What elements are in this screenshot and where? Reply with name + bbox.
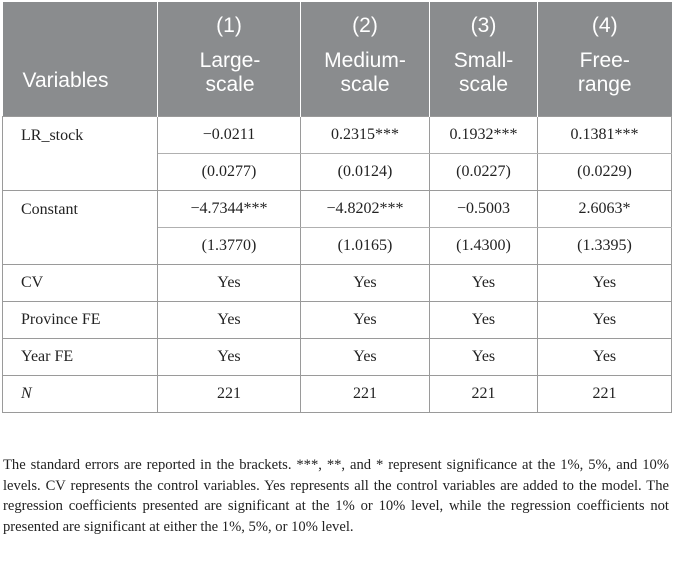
regression-table: [2, 2, 672, 413]
table-cell: Yes: [538, 264, 672, 301]
column-header-2: [301, 2, 430, 116]
column-label: Large-scale: [199, 49, 261, 96]
table-cell: Yes: [430, 301, 538, 338]
table-cell: (1.3770): [158, 227, 301, 264]
column-header-4: [538, 2, 672, 116]
table-cell: (0.0227): [430, 153, 538, 190]
row-label: LR_stock: [3, 116, 158, 190]
column-header-1: [158, 2, 301, 116]
column-number: (4): [591, 14, 618, 37]
table-cell: (0.0229): [538, 153, 672, 190]
table-cell: Yes: [158, 264, 301, 301]
table-row-n: [3, 375, 672, 412]
table-cell: (0.0277): [158, 153, 301, 190]
regression-table-container: [2, 2, 671, 413]
table-cell: Yes: [430, 338, 538, 375]
table-cell: Yes: [301, 264, 430, 301]
row-label: Year FE: [3, 338, 158, 375]
table-cell: 221: [538, 375, 672, 412]
variables-header: Variables: [3, 2, 158, 116]
table-cell: Yes: [538, 301, 672, 338]
table-cell: (0.0124): [301, 153, 430, 190]
column-label: Medium-scale: [324, 49, 406, 96]
table-cell: Yes: [301, 338, 430, 375]
row-label: Constant: [3, 190, 158, 264]
table-cell: Yes: [158, 338, 301, 375]
column-number: (3): [470, 14, 497, 37]
column-label: Small-scale: [453, 49, 514, 96]
table-row-constant-coef: [3, 190, 672, 227]
table-row-year-fe: [3, 338, 672, 375]
table-cell: 221: [301, 375, 430, 412]
table-cell: Yes: [158, 301, 301, 338]
table-cell: (1.0165): [301, 227, 430, 264]
table-cell: −0.0211: [158, 116, 301, 153]
table-cell: 0.2315***: [301, 116, 430, 153]
table-cell: (1.4300): [430, 227, 538, 264]
column-number: (2): [352, 14, 378, 37]
row-label: N: [3, 375, 158, 412]
table-row-cv: [3, 264, 672, 301]
table-row-province-fe: [3, 301, 672, 338]
table-cell: −0.5003: [430, 190, 538, 227]
row-label: Province FE: [3, 301, 158, 338]
table-header-row: [3, 2, 672, 116]
table-cell: 0.1381***: [538, 116, 672, 153]
table-cell: (1.3395): [538, 227, 672, 264]
column-label: Free-range: [577, 49, 632, 96]
table-cell: Yes: [538, 338, 672, 375]
row-label: CV: [3, 264, 158, 301]
table-cell: 221: [430, 375, 538, 412]
table-cell: −4.8202***: [301, 190, 430, 227]
column-header-3: [430, 2, 538, 116]
table-cell: Yes: [430, 264, 538, 301]
table-cell: −4.7344***: [158, 190, 301, 227]
table-cell: Yes: [301, 301, 430, 338]
table-row-lr-stock-coef: [3, 116, 672, 153]
table-cell: 2.6063*: [538, 190, 672, 227]
table-cell: 0.1932***: [430, 116, 538, 153]
column-number: (1): [216, 14, 242, 37]
table-cell: 221: [158, 375, 301, 412]
table-footnote: The standard errors are reported in the brackets. ***, **, and * represent significance at the 1%, 5%, and 10% levels. CV represents the control variables. Yes represents all the control variables are added to the model. The regression coefficients presented are significant at the 1% or 10% level, while the regression coefficients not presented are significant at either the 1%, 5%, or 10% level.: [3, 457, 669, 535]
